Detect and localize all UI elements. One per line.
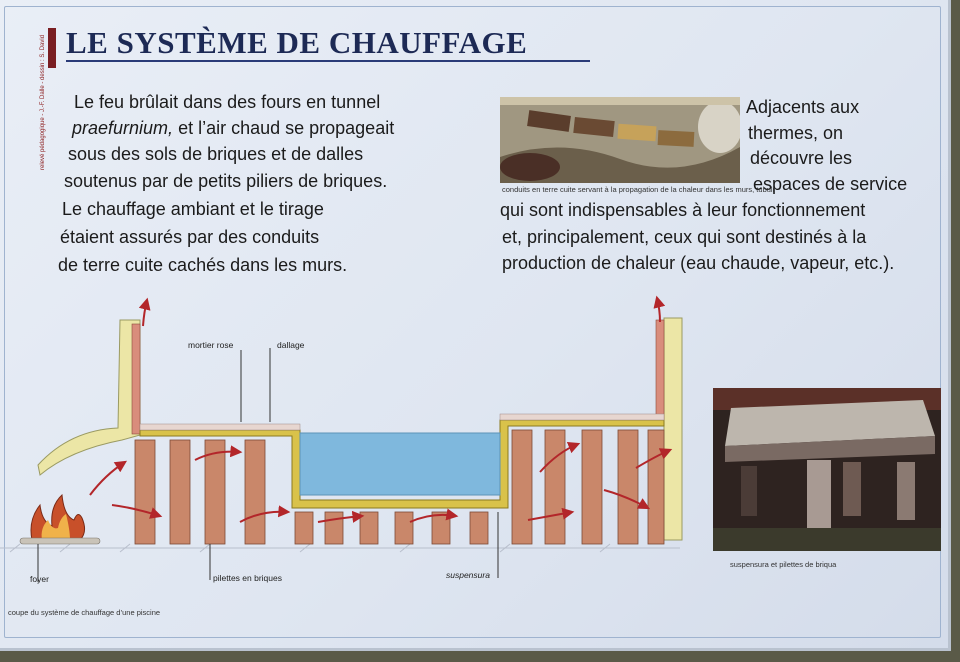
ground-line — [0, 544, 680, 552]
right-text-line-4: espaces de service — [753, 174, 908, 194]
left-text-line-2-rest: et l’air chaud se propageait — [173, 118, 395, 138]
side-credit: relevé pédagogique - J.-F. Dalle - dessin : S. David — [40, 34, 46, 170]
left-text-line-5: Le chauffage ambiant et le tirage — [62, 199, 324, 219]
label-mortier-rose: mortier rose — [188, 340, 234, 350]
mortar-layer — [140, 424, 300, 430]
sign-title: LE SYSTÈME DE CHAUFFAGE — [66, 25, 528, 60]
label-pilettes: pilettes en briques — [213, 573, 282, 583]
label-dallage: dallage — [277, 340, 305, 350]
left-wall — [38, 320, 140, 475]
right-text-line-1: Adjacents aux — [746, 97, 860, 117]
left-text-line-6: étaient assurés par des conduits — [60, 227, 320, 247]
right-text-line-7: production de chaleur (eau chaude, vapeur, etc.). — [502, 253, 895, 273]
left-text-line-3: sous des sols de briques et de dalles — [68, 144, 364, 164]
left-wall-flue — [132, 324, 140, 434]
photo2-caption: suspensura et pilettes de briqua — [730, 560, 837, 569]
right-wall — [664, 318, 682, 540]
label-suspensura: suspensura — [446, 570, 490, 580]
diagram-caption: coupe du système de chauffage d’une piscine — [8, 608, 161, 617]
suspensura-photo — [713, 388, 941, 551]
right-text-line-2: thermes, on — [748, 123, 844, 143]
right-text-line-6: et, principalement, ceux qui sont destinés à la — [502, 227, 867, 247]
left-text-line-2 — [72, 119, 394, 137]
cross-section-diagram — [0, 290, 700, 590]
pool-water — [300, 433, 500, 495]
fire-icon — [20, 495, 100, 544]
left-text-line-1: Le feu brûlait dans des fours en tunnel — [74, 92, 381, 112]
right-text-line-5: qui sont indispensables à leur fonctionnement — [500, 200, 866, 220]
label-foyer: foyer — [30, 574, 49, 584]
left-text-line-4: soutenus par de petits piliers de briques. — [64, 171, 388, 191]
title-underline — [66, 60, 590, 62]
tubuli-photo — [500, 97, 740, 183]
photo1-caption: conduits en terre cuite servant à la propagation de la chaleur dans les murs, tubuli — [502, 185, 775, 194]
left-text-line-7: de terre cuite cachés dans les murs. — [58, 255, 348, 275]
right-wall-flue — [656, 320, 664, 420]
title-accent-bar — [48, 28, 56, 68]
right-text-line-3: découvre les — [750, 148, 853, 168]
praefurnium-term: praefurnium, — [72, 118, 174, 138]
